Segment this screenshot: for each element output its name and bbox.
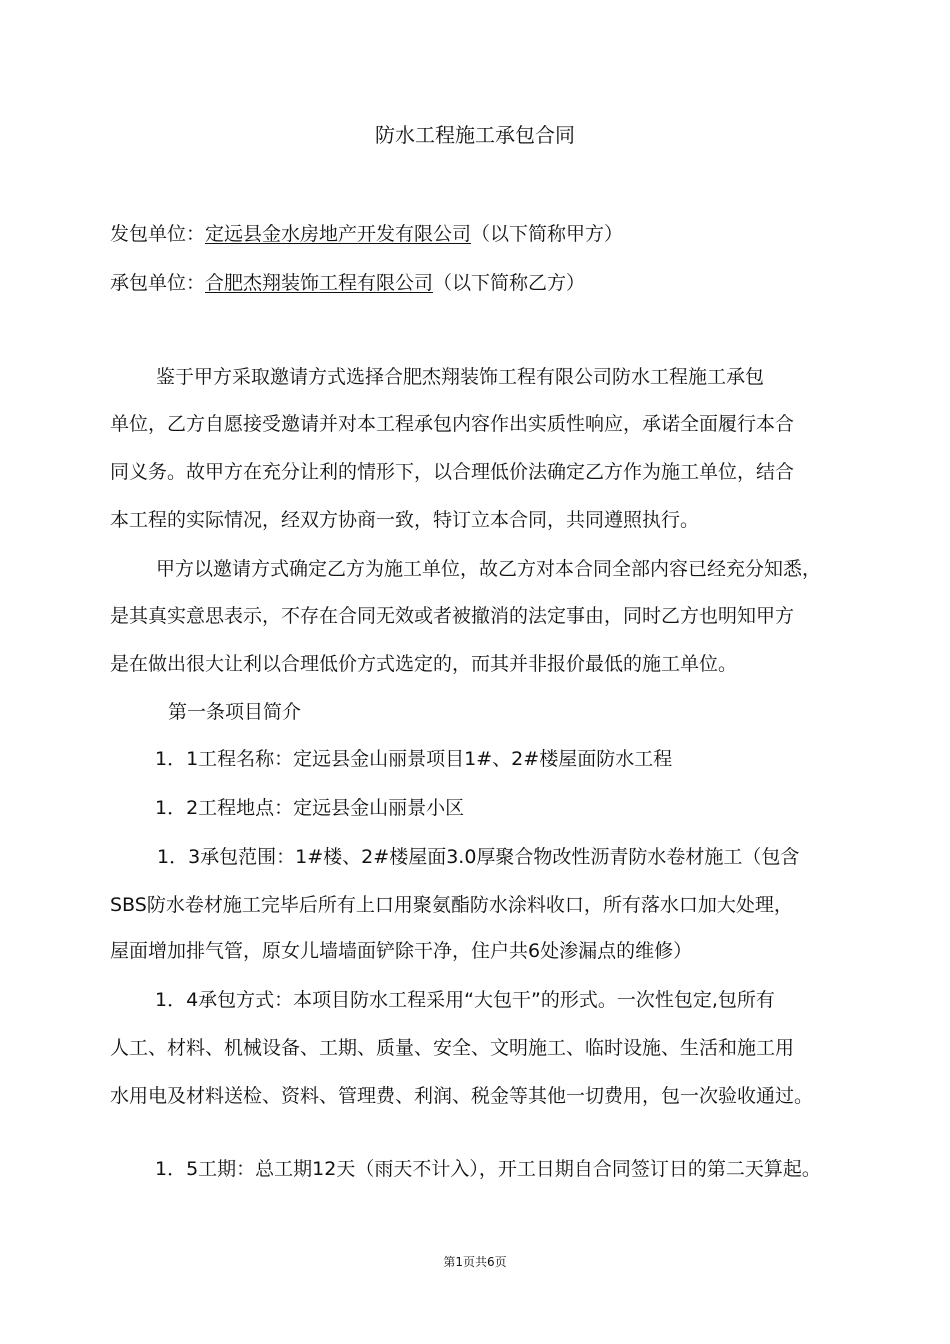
paragraph-2-line-1: 甲方以邀请方式确定乙方为施工单位，故乙方对本合同全部内容已经充分知悉，: [156, 558, 822, 580]
article-1-item-3-line-2: SBS防水卷材施工完毕后所有上口用聚氨酯防水涂料收口，所有落水口加大处理，: [110, 894, 793, 916]
article-1-item-4-line-1: 1．4承包方式：本项目防水工程采用“大包干”的形式。一次性包定,包所有: [155, 989, 775, 1011]
paragraph-2-line-3: 是在做出很大让利以合理低价方式选定的，而其并非报价最低的施工单位。: [110, 653, 738, 675]
contractor-name: 合肥杰翔装饰工程有限公司: [205, 272, 434, 294]
article-1-item-5: 1．5工期：总工期12天（雨天不计入），开工日期自合同签订日的第二天算起。: [155, 1158, 821, 1180]
paragraph-1-line-1: 鉴于甲方采取邀请方式选择合肥杰翔装饰工程有限公司防水工程施工承包: [156, 366, 765, 388]
paragraph-1-line-4: 本工程的实际情况，经双方协商一致，特订立本合同，共同遵照执行。: [110, 509, 700, 531]
paragraph-1-line-2: 单位，乙方自愿接受邀请并对本工程承包内容作出实质性响应，承诺全面履行本合: [110, 413, 795, 435]
article-1-item-3-line-3: 屋面增加排气管，原女儿墙墙面铲除干净，住户共6处渗漏点的维修）: [110, 940, 693, 962]
employer-name: 定远县金水房地产开发有限公司: [205, 223, 472, 245]
article-1-item-2: 1．2工程地点：定远县金山丽景小区: [155, 797, 465, 819]
article-1-item-3-line-1: 1．3承包范围：1#楼、2#楼屋面3.0厚聚合物改性沥青防水卷材施工（包含: [157, 846, 800, 868]
document-title: 防水工程施工承包合同: [375, 123, 575, 147]
article-1-item-4-line-3: 水用电及材料送检、资料、管理费、利润、税金等其他一切费用，包一次验收通过。: [110, 1085, 814, 1107]
employer-suffix: （以下简称甲方）: [471, 223, 624, 245]
contractor-line: [110, 269, 585, 297]
paragraph-2-line-2: 是其真实意思表示，不存在合同无效或者被撤消的法定事由，同时乙方也明知甲方: [110, 605, 795, 627]
paragraph-1-line-3: 同义务。故甲方在充分让利的情形下，以合理低价法确定乙方作为施工单位，结合: [110, 461, 795, 483]
employer-label: 发包单位：: [110, 223, 206, 245]
page-number-footer: 第1页共6页: [443, 1255, 507, 1269]
contractor-label: 承包单位：: [110, 272, 206, 294]
article-1-heading: 第一条项目简介: [168, 701, 302, 723]
article-1-item-1: 1．1工程名称：定远县金山丽景项目1#、2#楼屋面防水工程: [155, 748, 673, 770]
article-1-item-4-line-2: 人工、材料、机械设备、工期、质量、安全、文明施工、临时设施、生活和施工用: [110, 1037, 795, 1059]
employer-line: [110, 220, 623, 248]
contractor-suffix: （以下简称乙方）: [433, 272, 586, 294]
